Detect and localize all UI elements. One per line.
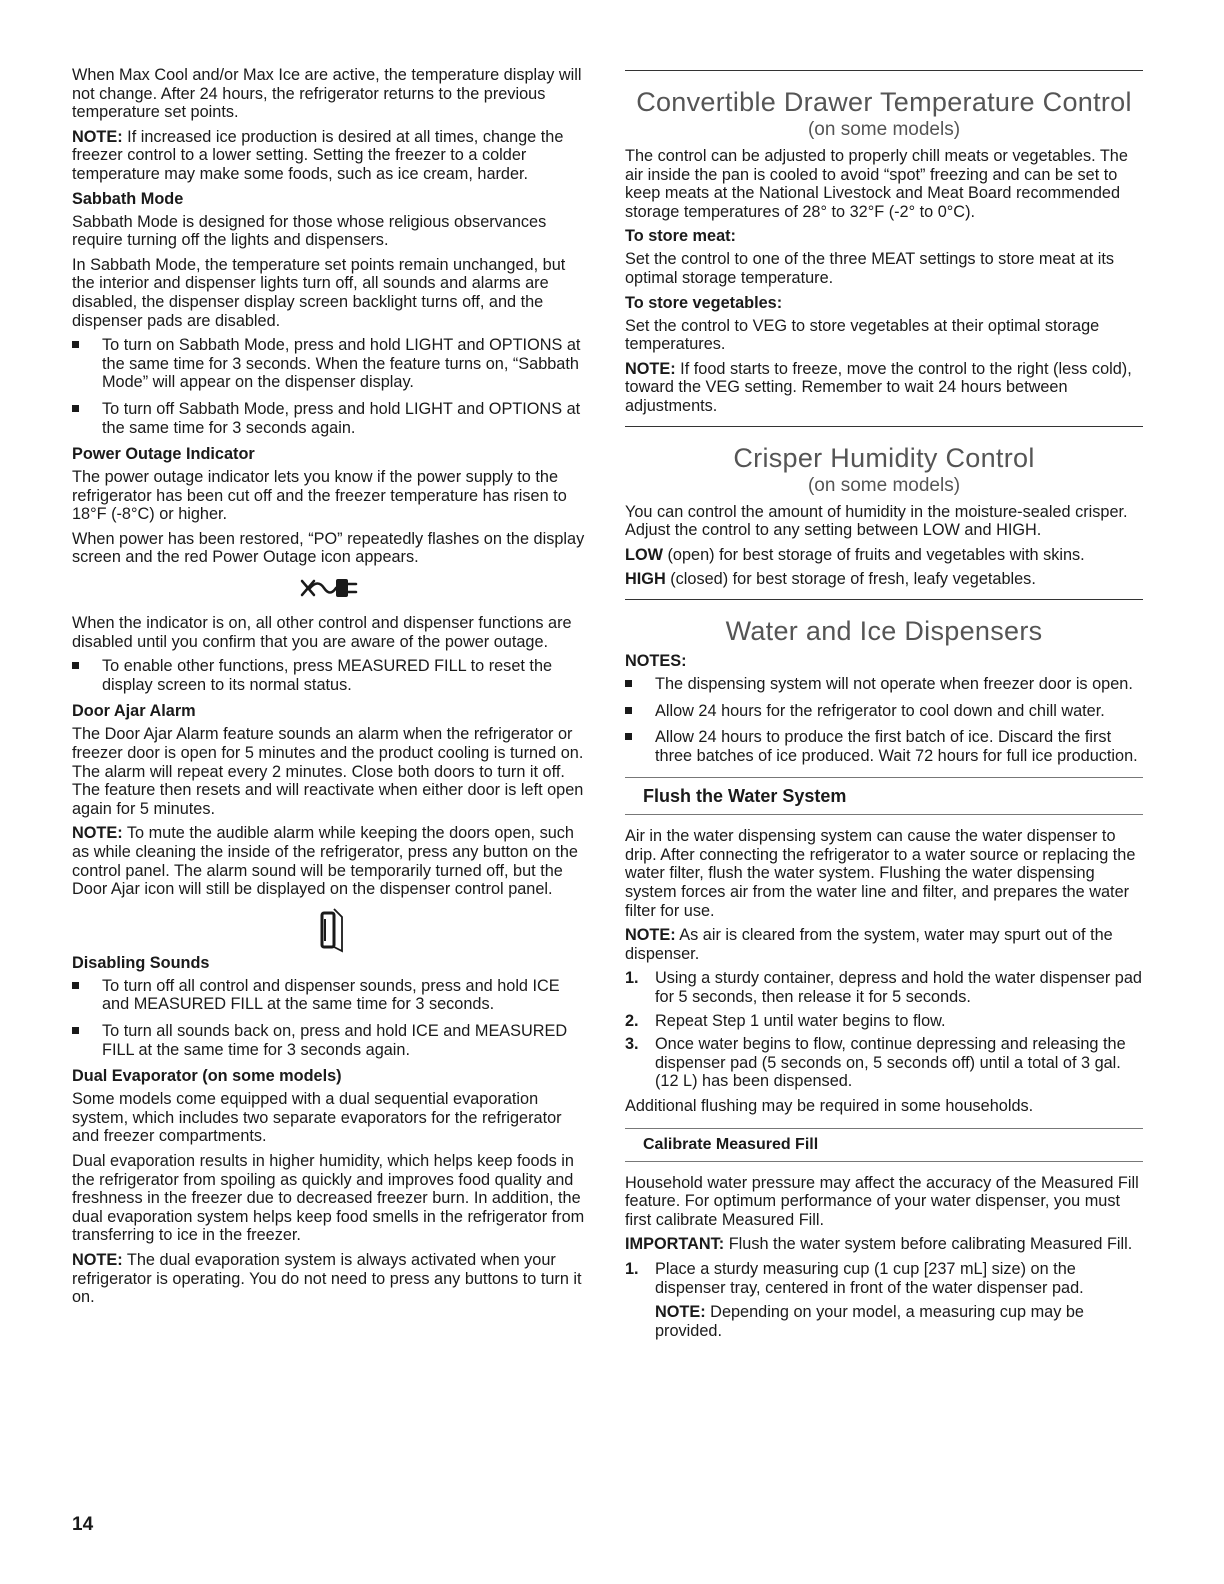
step-item — [625, 1260, 1143, 1340]
high-text: (closed) for best storage of fresh, leafy vegetables. — [665, 570, 1036, 589]
list-item — [625, 728, 1143, 765]
step-number: 3. — [625, 1035, 639, 1054]
power-outage-paragraph-3: When the indicator is on, all other control and dispenser functions are disabled until you confirm that you are aware of the power outage. — [72, 614, 572, 651]
note-label: NOTE: — [72, 824, 123, 843]
step-text: Place a sturdy measuring cup (1 cup [237 mL] size) on the dispenser tray, centered in front of the water dispenser pad. — [655, 1259, 1084, 1297]
square-bullet-icon — [72, 405, 79, 412]
power-outage-icon — [72, 573, 588, 608]
list-item — [72, 657, 588, 694]
power-outage-paragraph-2: When power has been restored, “PO” repeatedly flashes on the display screen and the red Power Outage icon appears. — [72, 529, 585, 567]
square-bullet-icon — [72, 662, 79, 669]
list-item — [72, 1022, 588, 1059]
list-item-text: To enable other functions, press MEASURED FILL to reset the display screen to its normal status. — [102, 657, 553, 694]
step-item — [625, 1012, 1143, 1031]
step-item — [625, 969, 1143, 1006]
max-cool-note — [72, 128, 588, 184]
flush-paragraph-3: Additional flushing may be required in some households. — [625, 1097, 1034, 1115]
sabbath-paragraph-1: Sabbath Mode is designed for those whose religious observances require turning off the lights and dispensers. — [72, 212, 547, 250]
list-item-text: To turn on Sabbath Mode, press and hold LIGHT and OPTIONS at the same time for 3 seconds. When the feature turns on, “Sabbath Mode” will appear on the dispenser display. — [102, 336, 581, 392]
list-item-text: To turn off Sabbath Mode, press and hold LIGHT and OPTIONS at the same time for 3 seconds again. — [102, 399, 581, 437]
note-text: The dual evaporation system is always activated when your refrigerator is operating. You do not need to press any buttons to turn it on. — [72, 1250, 582, 1307]
note-label: NOTE: — [625, 926, 676, 945]
section-divider — [625, 599, 1143, 600]
calibrate-paragraph-1: Household water pressure may affect the accuracy of the Measured Fill feature. For optimum performance of your water dispenser, you must first calibrate Measured Fill. — [625, 1173, 1139, 1229]
step-text: Using a sturdy container, depress and hold the water dispenser pad for 5 seconds, then release it for 5 seconds. — [655, 969, 1142, 1007]
power-outage-heading: Power Outage Indicator — [72, 445, 255, 464]
note-text: To mute the audible alarm while keeping the doors open, such as while cleaning the inside of the refrigerator, press any button on the control panel. The alarm sound will be temporarily turned off, but the Door Ajar icon will still be displayed on the dispenser control panel. — [72, 824, 578, 899]
square-bullet-icon — [625, 680, 632, 687]
sabbath-heading: Sabbath Mode — [72, 189, 184, 208]
step-text: Repeat Step 1 until water begins to flow. — [655, 1011, 946, 1030]
store-meat-paragraph: Set the control to one of the three MEAT settings to store meat at its optimal storage temperature. — [625, 250, 1114, 287]
water-notes-list — [625, 675, 1143, 765]
square-bullet-icon — [72, 1027, 79, 1034]
list-item-text: To turn all sounds back on, press and hold ICE and MEASURED FILL at the same time for 3 seconds again. — [102, 1021, 568, 1059]
left-column — [72, 66, 588, 1313]
water-ice-section-title: Water and Ice Dispensers — [725, 615, 1043, 646]
store-vegetables-heading: To store vegetables: — [625, 293, 783, 312]
important-text: Flush the water system before calibrating Measured Fill. — [724, 1235, 1133, 1254]
page-number: 14 — [72, 1514, 94, 1535]
step-text: Once water begins to flow, continue depressing and releasing the dispenser pad (5 seconds on, 5 seconds off) until a total of 3 gal. (12 L) has been dispensed. — [655, 1035, 1126, 1091]
list-item — [72, 400, 588, 437]
step-number: 2. — [625, 1011, 639, 1030]
step-number: 1. — [625, 1259, 639, 1278]
list-item-text: To turn off all control and dispenser sounds, press and hold ICE and MEASURED FILL at the same time for 3 seconds. — [102, 976, 560, 1014]
square-bullet-icon — [72, 341, 79, 348]
dual-evaporator-heading: Dual Evaporator (on some models) — [72, 1067, 342, 1086]
crisper-high — [625, 570, 1143, 589]
crisper-section-title: Crisper Humidity Control — [733, 442, 1035, 473]
list-item-text: Allow 24 hours to produce the first batch of ice. Discard the first three batches of ice produced. Wait 72 hours for full ice production. — [655, 728, 1138, 765]
list-item — [72, 336, 588, 392]
power-outage-list — [72, 657, 588, 694]
note-label: NOTE: — [72, 1250, 123, 1269]
square-bullet-icon — [625, 733, 632, 740]
crisper-section-subtitle: (on some models) — [807, 474, 961, 496]
low-text: (open) for best storage of fruits and vegetables with skins. — [662, 545, 1085, 564]
square-bullet-icon — [625, 707, 632, 714]
list-item-text: The dispensing system will not operate when freezer door is open. — [655, 674, 1133, 693]
drawer-note — [625, 360, 1143, 416]
list-item — [625, 702, 1143, 721]
dual-evaporator-paragraph-2: Dual evaporation results in higher humidity, which helps keep foods in the refrigerator from spoiling as quickly and improves food quality and freshness in the freezer due to decreased freezer burn. In addition, the dual evaporation system helps keep food smells in the refrigerator from transferring to ice in the freezer. — [72, 1151, 585, 1245]
low-label: LOW — [625, 545, 663, 564]
door-ajar-paragraph-1: The Door Ajar Alarm feature sounds an alarm when the refrigerator or freezer door is open for 5 minutes and the product cooling is turned on. The alarm will repeat every 2 minutes. Close both doors to turn it off. The feature then resets and will reactivate when either door is left open again for 5 minutes. — [72, 725, 584, 818]
drawer-section-title: Convertible Drawer Temperature Control — [636, 87, 1132, 117]
square-bullet-icon — [72, 982, 79, 989]
important-label: IMPORTANT: — [625, 1235, 725, 1254]
flush-steps — [625, 969, 1143, 1091]
right-column — [625, 70, 1143, 1346]
notes-heading: NOTES: — [625, 651, 687, 670]
power-outage-paragraph-1: The power outage indicator lets you know if the power supply to the refrigerator has been cut off and the freezer temperature has risen to 18°F (-8°C) or higher. — [72, 468, 567, 524]
list-item — [72, 977, 588, 1014]
note-text: Depending on your model, a measuring cup may be provided. — [655, 1303, 1084, 1340]
note-text: If increased ice production is desired at all times, change the freezer control to a lower setting. Setting the freezer to a colder temperature may make some foods, such as ice cream, harder. — [72, 127, 564, 183]
note-label: NOTE: — [625, 359, 676, 378]
door-ajar-icon — [72, 905, 588, 958]
disabling-sounds-heading: Disabling Sounds — [72, 953, 210, 972]
crisper-low — [625, 546, 1143, 565]
store-vegetables-paragraph: Set the control to VEG to store vegetables at their optimal storage temperatures. — [625, 316, 1100, 354]
calibrate-heading: Calibrate Measured Fill — [625, 1128, 1143, 1162]
store-meat-heading: To store meat: — [625, 227, 736, 246]
step-note — [655, 1303, 1143, 1340]
flush-note — [625, 926, 1143, 963]
note-text: If food starts to freeze, move the control to the right (less cold), toward the VEG setting. Remember to wait 24 hours between adjustments. — [625, 359, 1132, 415]
flush-paragraph-1: Air in the water dispensing system can cause the water dispenser to drip. After connecting the refrigerator to a water source or replacing the water filter, flush the water system. Flushing the water dispensing system forces air from the water line and filter, and prepares the water filter for use. — [625, 827, 1136, 920]
dual-evaporator-paragraph-1: Some models come equipped with a dual sequential evaporation system, which includes two separate evaporators for the refrigerator and freezer compartments. — [72, 1090, 562, 1146]
door-ajar-heading: Door Ajar Alarm — [72, 702, 196, 721]
note-text: As air is cleared from the system, water may spurt out of the dispenser. — [625, 926, 1113, 963]
step-number: 1. — [625, 969, 639, 988]
sabbath-list — [72, 336, 588, 437]
calibrate-important — [625, 1235, 1143, 1254]
section-divider — [625, 426, 1143, 427]
list-item-text: Allow 24 hours for the refrigerator to cool down and chill water. — [655, 701, 1105, 720]
door-ajar-note — [72, 824, 588, 898]
drawer-section-subtitle: (on some models) — [807, 119, 961, 140]
note-label: NOTE: — [655, 1303, 706, 1322]
step-item — [625, 1035, 1143, 1091]
sabbath-paragraph-2: In Sabbath Mode, the temperature set points remain unchanged, but the interior and dispenser lights turn off, all sounds and alarms are disabled, the dispenser display screen backlight turns off, and the dispenser pads are disabled. — [72, 255, 566, 330]
drawer-paragraph: The control can be adjusted to properly chill meats or vegetables. The air inside the pan is cooled to avoid “spot” freezing and can be set to keep meats at the National Livestock and Meat Board recommended storage temperatures of 28° to 32°F (-2° to 0°C). — [625, 147, 1128, 221]
flush-water-heading: Flush the Water System — [625, 777, 1143, 815]
disabling-sounds-list — [72, 977, 588, 1059]
note-label: NOTE: — [72, 127, 123, 146]
section-divider — [625, 70, 1143, 71]
max-cool-paragraph: When Max Cool and/or Max Ice are active, the temperature display will not change. After 24 hours, the refrigerator returns to the previous temperature set points. — [72, 66, 582, 122]
list-item — [625, 675, 1143, 694]
high-label: HIGH — [625, 570, 666, 589]
crisper-paragraph: You can control the amount of humidity in the moisture-sealed crisper. Adjust the control to any setting between LOW and HIGH. — [625, 502, 1128, 540]
calibrate-steps — [625, 1260, 1143, 1340]
dual-evaporator-note — [72, 1251, 588, 1307]
